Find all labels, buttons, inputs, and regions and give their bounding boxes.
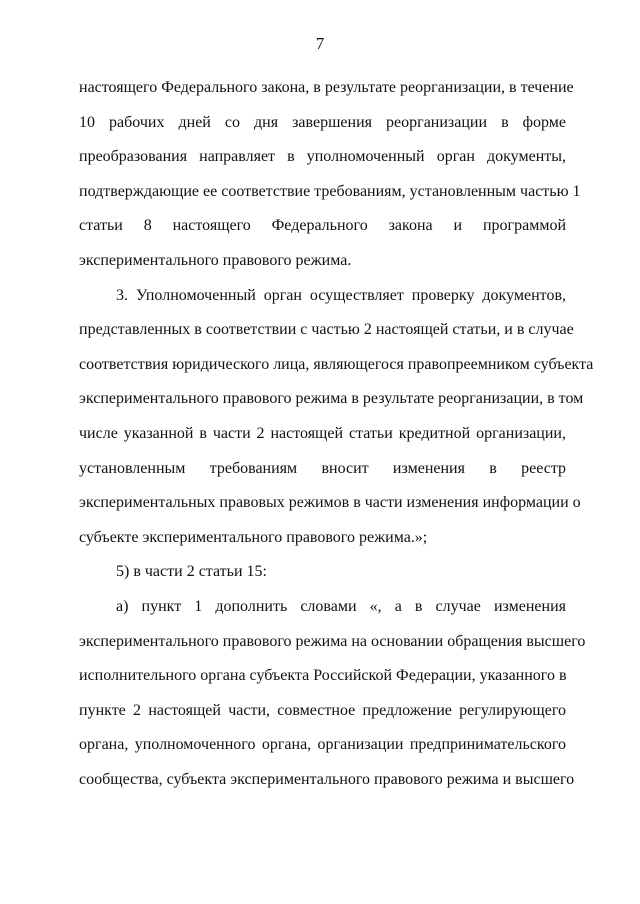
text-line: субъекте экспериментального правового режима.»; [79, 529, 428, 546]
text-line: настоящего Федерального закона, в результате реорганизации, в течение [79, 79, 574, 96]
page-number: 7 [315, 34, 325, 53]
text-line: подтверждающие ее соответствие требованиям, установленным частью 1 [79, 183, 581, 200]
text-line: представленных в соответствии с частью 2 настоящей статьи, и в случае [79, 321, 574, 338]
text-line: экспериментального правового режима на основании обращения высшего [79, 633, 586, 650]
text-line: 10 рабочих дней со дня завершения реорганизации в форме [79, 114, 566, 131]
text-line: экспериментальных правовых режимов в части изменения информации о [79, 494, 581, 511]
text-line: статьи 8 настоящего Федерального закона и программой [79, 217, 566, 234]
text-line: экспериментального правового режима. [79, 252, 352, 269]
text-line: сообщества, субъекта экспериментального правового режима и высшего [79, 771, 575, 788]
text-line: 5) в части 2 статьи 15: [116, 563, 267, 580]
text-line: установленным требованиям вносит изменения в реестр [79, 460, 566, 477]
text-line: соответствия юридического лица, являющегося правопреемником субъекта [79, 356, 594, 373]
text-line: пункте 2 настоящей части, совместное предложение регулирующего [79, 702, 566, 719]
text-line: а) пункт 1 дополнить словами «, а в случае изменения [116, 598, 566, 615]
text-line: органа, уполномоченного органа, организации предпринимательского [79, 736, 566, 753]
text-line: экспериментального правового режима в результате реорганизации, в том [79, 390, 584, 407]
text-line: числе указанной в части 2 настоящей статьи кредитной организации, [79, 425, 566, 442]
text-line: исполнительного органа субъекта Российской Федерации, указанного в [79, 667, 567, 684]
text-line: 3. Уполномоченный орган осуществляет проверку документов, [116, 287, 566, 304]
text-line: преобразования направляет в уполномоченный орган документы, [79, 148, 566, 165]
